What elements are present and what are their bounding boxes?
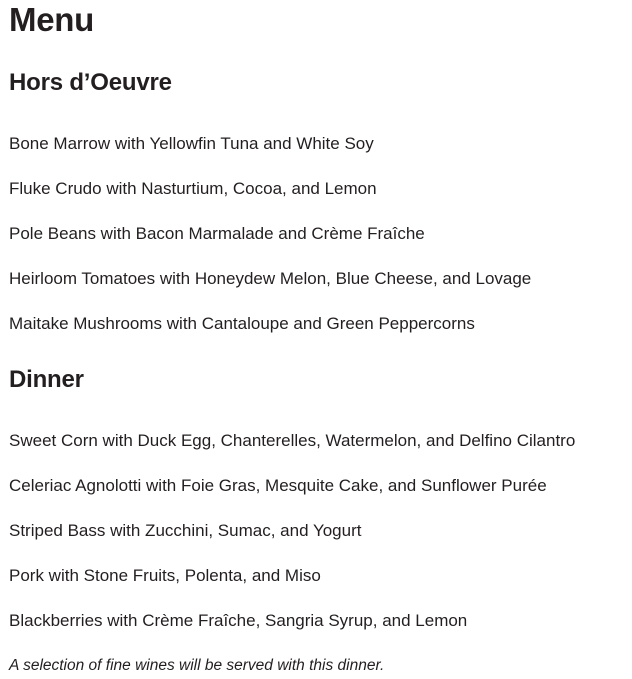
section-heading-dinner: Dinner — [9, 366, 84, 393]
wine-footnote: A selection of fine wines will be served with this dinner. — [9, 657, 385, 674]
page-title: Menu — [9, 1, 94, 38]
menu-item: Bone Marrow with Yellowfin Tuna and White Soy — [9, 134, 374, 153]
menu-item: Fluke Crudo with Nasturtium, Cocoa, and Lemon — [9, 179, 377, 198]
menu-item: Pork with Stone Fruits, Polenta, and Miso — [9, 566, 321, 585]
menu-item: Maitake Mushrooms with Cantaloupe and Green Peppercorns — [9, 314, 475, 333]
section-heading-hors-doeuvre: Hors d’Oeuvre — [9, 69, 172, 96]
menu-item: Sweet Corn with Duck Egg, Chanterelles, Watermelon, and Delfino Cilantro — [9, 431, 576, 450]
menu-item: Blackberries with Crème Fraîche, Sangria Syrup, and Lemon — [9, 611, 468, 630]
menu-item: Heirloom Tomatoes with Honeydew Melon, Blue Cheese, and Lovage — [9, 269, 532, 288]
menu-item: Striped Bass with Zucchini, Sumac, and Yogurt — [9, 521, 362, 540]
menu-item: Celeriac Agnolotti with Foie Gras, Mesquite Cake, and Sunflower Purée — [9, 476, 547, 495]
menu-item: Pole Beans with Bacon Marmalade and Crème Fraîche — [9, 224, 425, 243]
